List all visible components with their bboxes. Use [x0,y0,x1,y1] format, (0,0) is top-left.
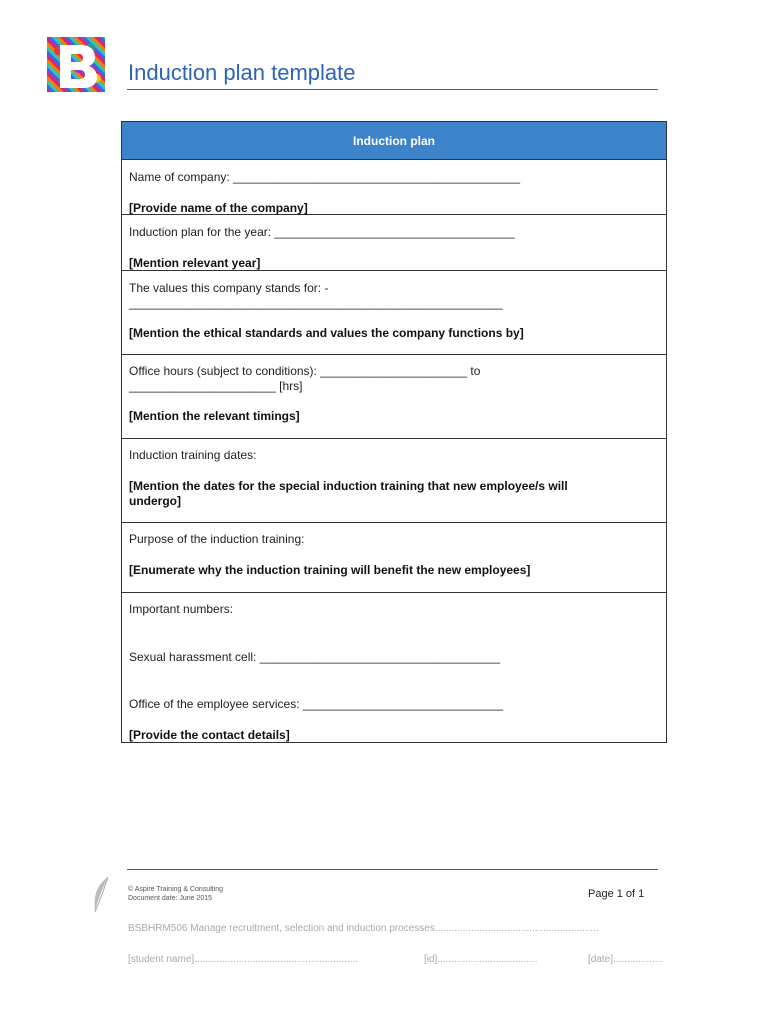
table-row [122,160,666,215]
row-hint: [Enumerate why the induction training will benefit the new employees] [129,563,531,577]
row-prompt-line: ______________________ [hrs] [129,379,303,393]
table-row [122,215,666,271]
row-prompt: Office hours (subject to conditions): ______________________ to [129,364,481,378]
row-prompt-line: ________________________________________________________ [129,296,503,310]
table-row [122,439,666,523]
row-prompt: Purpose of the induction training: [129,532,305,546]
row-prompt: Induction training dates: [129,448,257,462]
copyright-block [128,885,223,903]
student-name-field: [student name]........................................................... [128,954,359,965]
row-hint: [Mention the ethical standards and values the company functions by] [129,326,524,340]
student-id-field: [id].................................... [424,954,538,965]
row-prompt: Name of company: ___________________________________________ [129,170,521,184]
title-divider [127,89,658,90]
table-row [122,523,666,593]
company-logo [47,37,105,92]
row-hint: [Mention the dates for the special induction training that new employee/s will undergo] [129,479,568,508]
leaf-icon [92,876,112,919]
induction-plan-table [121,121,667,743]
row-hint: [Provide the contact details] [129,728,290,742]
unit-code: BSBHRM506 Manage recruitment, selection and induction processes........................................................... [128,923,599,934]
row-prompt: Induction plan for the year: ____________________________________ [129,225,515,239]
row-line-employee-services: Office of the employee services: ______________________________ [129,697,504,711]
page-number: Page 1 of 1 [588,888,645,900]
footer-divider [127,869,658,870]
table-header: Induction plan [122,122,666,160]
row-hint: [Mention relevant year] [129,256,261,270]
row-line-sexual-harassment: Sexual harassment cell: ____________________________________ [129,650,500,664]
document-date: Document date: June 2015 [128,895,213,902]
table-row [122,593,666,742]
row-prompt: Important numbers: [129,602,234,616]
table-row [122,271,666,355]
row-prompt: The values this company stands for: - [129,281,329,295]
copyright-text: © Aspire Training & Consulting [128,886,224,893]
row-hint: [Provide name of the company] [129,201,308,215]
row-hint: [Mention the relevant timings] [129,409,300,423]
student-date-field: [date].................. [588,954,664,965]
table-row [122,355,666,439]
page-title: Induction plan template [128,60,356,85]
